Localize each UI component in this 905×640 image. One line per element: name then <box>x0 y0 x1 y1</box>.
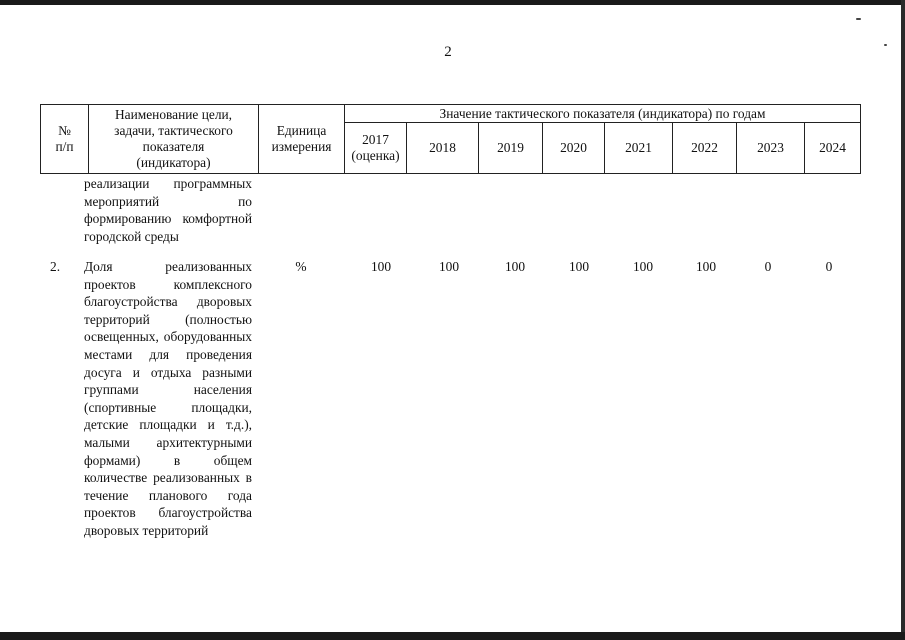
page-number: 2 <box>444 44 452 60</box>
indicator-table-header <box>40 104 861 174</box>
header-num <box>41 105 89 174</box>
page-bottom-rule <box>0 632 905 640</box>
row-value-2019: 100 <box>504 259 526 274</box>
row-indicator-name: Доля реализованных проектов комплексного благоустройства дворовых территорий (полностью освещенных, оборудованных местами для проведения досуга и отдыха разными группами населения (спортивные площадки, детские площадки и т.д.), малыми архитектурными формами) в общем количестве реализованных в течение планового года проектов благоустройства дворовых территорий <box>84 259 252 538</box>
header-year-2020: 2020 <box>543 123 605 174</box>
row-value-2020: 100 <box>568 259 590 274</box>
row-value-2024: 0 <box>825 259 833 274</box>
header-year-2022: 2022 <box>673 123 737 174</box>
row-value-2017: 100 <box>370 259 392 274</box>
continuation-text: реализации программных мероприятий по формированию комфортной городской среды <box>84 176 252 244</box>
header-year-2017 <box>345 123 407 174</box>
row-unit: % <box>295 259 307 274</box>
page-top-rule <box>0 0 905 5</box>
header-year-2018: 2018 <box>407 123 479 174</box>
header-years-group: Значение тактического показателя (индикатора) по годам <box>345 105 861 123</box>
header-unit-line: измерения <box>271 139 332 154</box>
header-unit <box>259 105 345 174</box>
header-name <box>89 105 259 174</box>
header-unit-line: Единица <box>276 123 327 138</box>
header-num-line: п/п <box>55 139 74 154</box>
header-name-line: (индикатора) <box>136 155 211 170</box>
header-name-line: Наименование цели, <box>114 107 233 122</box>
row-number: 2. <box>50 259 61 274</box>
header-year-label: 2017 <box>362 132 389 147</box>
page-right-edge <box>901 0 905 640</box>
header-year-2021: 2021 <box>605 123 673 174</box>
header-year-2024: 2024 <box>805 123 861 174</box>
row-value-2023: 0 <box>764 259 772 274</box>
row-value-2018: 100 <box>438 259 460 274</box>
row-value-2021: 100 <box>632 259 654 274</box>
header-year-2023: 2023 <box>737 123 805 174</box>
scan-speck <box>884 44 887 46</box>
scan-speck <box>856 18 861 20</box>
header-year-note: (оценка) <box>351 148 400 163</box>
header-name-line: задачи, тактического <box>114 123 233 138</box>
header-year-2019: 2019 <box>479 123 543 174</box>
header-num-line: № <box>58 123 71 138</box>
header-name-line: показателя <box>142 139 205 154</box>
row-value-2022: 100 <box>695 259 717 274</box>
